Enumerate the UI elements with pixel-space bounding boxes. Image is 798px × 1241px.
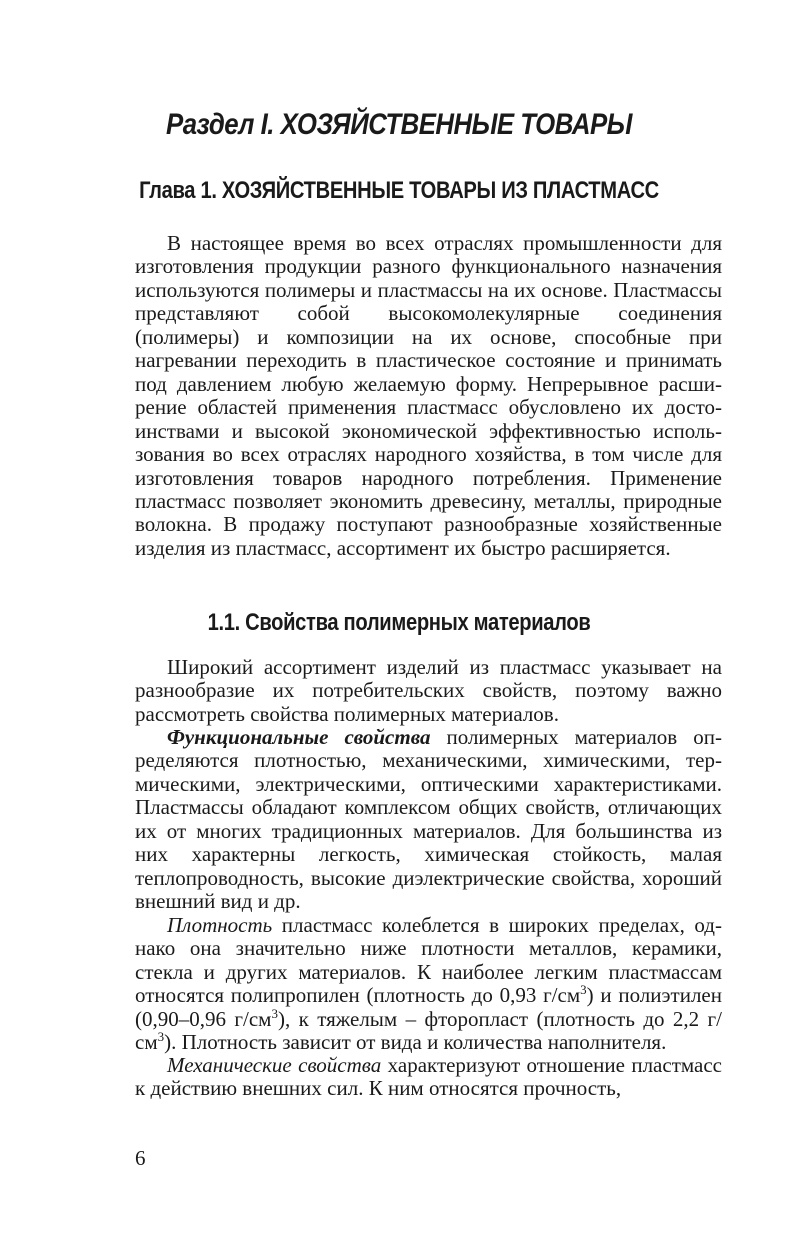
density-text-1: пластмасс колеблется в широких пределах, однако она значительно ниже плотности металлов, керамики, стекла и других материалов. К наиболее легким пластмассам относятся полипропилен (плотность до 0,93 г/см xyxy=(135,913,722,1008)
density-text-2: ) и полиэтилен (0,90–0,96 г/см xyxy=(135,983,722,1031)
mechanical-properties-text: характеризуют отношение пластмасс к действию внешних сил. К ним относятся прочность, xyxy=(135,1053,722,1101)
density-term: Плотность xyxy=(167,913,273,937)
density-text-3: ), к тяжелым – фторопласт (плотность до 2,2 г/см xyxy=(135,1006,723,1055)
density-text-4: ). Плотность зависит от вида и количества наполнителя. xyxy=(164,1030,667,1055)
superscript-3: 3 xyxy=(157,1029,165,1045)
subsection-title: 1.1. Свойства полимерных материалов xyxy=(207,609,591,636)
mechanical-properties-paragraph xyxy=(135,1054,722,1101)
section-title: Раздел I. ХОЗЯЙСТВЕННЫЕ ТОВАРЫ xyxy=(166,108,632,141)
page-number: 6 xyxy=(135,1146,146,1170)
density-paragraph xyxy=(135,914,722,1055)
mechanical-properties-term: Механические свойства xyxy=(167,1053,382,1077)
functional-properties-term: Функциональные свойства xyxy=(167,725,431,749)
superscript-3: 3 xyxy=(271,1005,278,1021)
intro-paragraph: В настоящее время во всех отраслях промышленности для изготовления продукции разного функционального назначения используются полимеры и пластмассы на их основе. Пластмассы представляют собой высокомолекулярные соединения (полимеры) и композиции на их основе, способные при нагревании переходить в пластическое состояние и принимать под давлением любую желаемую форму. Непрерывное расширение областей применения пластмасс обусловлено их достоинствами и высокой экономической эффективностью использования во всех отраслях народного хозяйства, в том числе для изготовления товаров народного потребления. Применение пластмасс позволяет экономить древесину, металлы, природные волокна. В продажу поступают разнообразные хозяйственные изделия из пластмасс, ассортимент их быстро расширяется. xyxy=(135,231,722,560)
functional-properties-text: полимерных материалов определяются плотностью, механическими, химическими, термическими, электрическими, оптическими характеристиками. Пластмассы обладают комплексом общих свойств, отличающих их от многих традиционных материалов. Для большинства из них характерны легкость, химическая стойкость, малая теплопроводность, высокие диэлектрические свойства, хороший внешний вид и др. xyxy=(135,725,722,914)
chapter-title: Глава 1. ХОЗЯЙСТВЕННЫЕ ТОВАРЫ ИЗ ПЛАСТМАСС xyxy=(139,177,659,204)
assortment-paragraph: Широкий ассортимент изделий из пластмасс указывает на разнообразие их потребительских свойств, поэтому важно рассмотреть свойства полимерных материалов. xyxy=(135,655,722,726)
functional-properties-paragraph xyxy=(135,726,722,914)
superscript-3: 3 xyxy=(580,982,587,998)
